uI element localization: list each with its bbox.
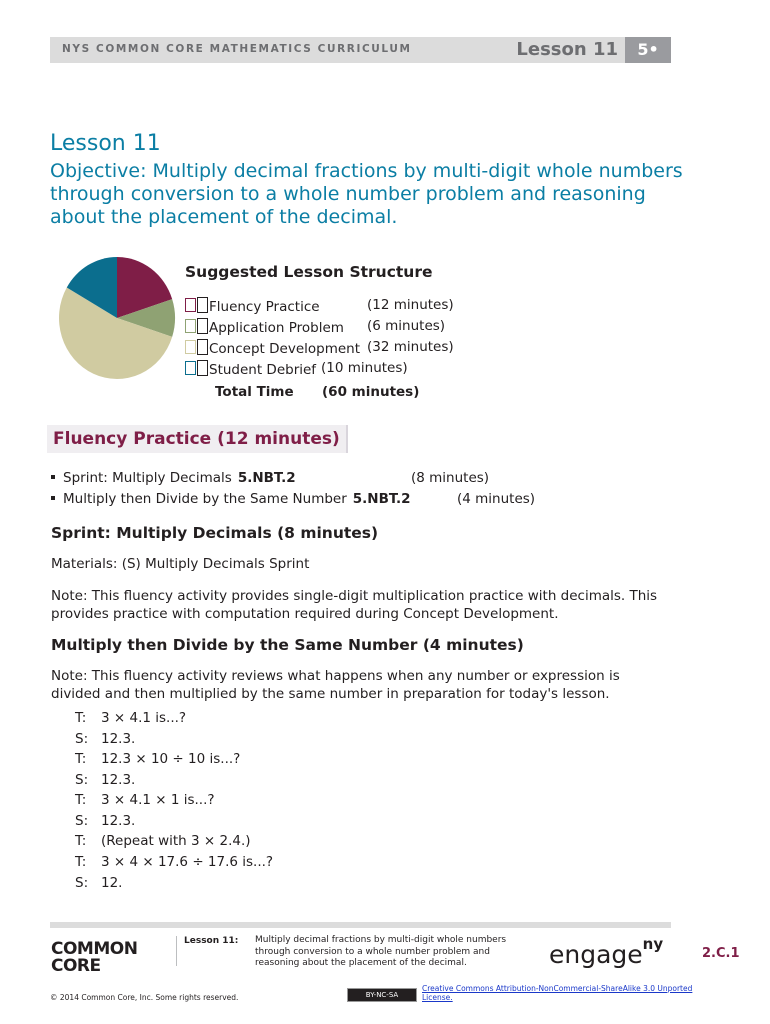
mds-note: Note: This fluency activity reviews what happens when any number or expression is divided and then multiplied by the same number in preparation for today's lesson. [51, 668, 620, 702]
debrief-marker-icon [185, 361, 196, 375]
structure-row-application [185, 318, 446, 336]
total-label: Total Time [215, 384, 294, 400]
structure-label: Application Problem [209, 320, 344, 336]
dialog-line [75, 751, 240, 767]
cc-badge-text: BY-NC-SA [365, 991, 399, 999]
structure-label: Student Debrief [209, 362, 317, 378]
fluency-bullet [51, 491, 536, 507]
bullet-icon [51, 496, 55, 500]
page-code: 2.C.1 [702, 946, 740, 961]
sprint-heading: Sprint: Multiply Decimals (8 minutes) [51, 524, 379, 542]
checkbox-icon [197, 339, 208, 355]
total-minutes: (60 minutes) [322, 384, 420, 400]
structure-label: Fluency Practice [209, 299, 320, 315]
dialog-text: 12. [101, 875, 123, 891]
structure-label: Concept Development [209, 341, 361, 357]
bullet-standard: 5.NBT.2 [237, 470, 296, 486]
dialog-line [75, 833, 251, 849]
objective: Objective: Multiply decimal fractions by multi-digit whole numbers through conversion to a whole number problem and reasoning about the placement of the decimal. [50, 160, 683, 228]
lesson-structure-pie [57, 256, 177, 381]
total-time [215, 384, 420, 400]
dialog-line [75, 792, 215, 808]
speaker: S: [75, 772, 89, 788]
structure-title: Suggested Lesson Structure [185, 263, 433, 281]
structure-minutes: (12 minutes) [367, 297, 454, 313]
ny-text: ny [642, 935, 664, 953]
checkbox-icon [197, 318, 208, 334]
curriculum-label: NYS COMMON CORE MATHEMATICS CURRICULUM [62, 43, 412, 55]
structure-minutes: (6 minutes) [367, 318, 446, 334]
concept-marker-icon [185, 340, 196, 354]
logo-line: COMMON [51, 939, 138, 959]
speaker: T: [75, 710, 87, 726]
license-link[interactable]: Creative Commons Attribution-NonCommercial-ShareAlike 3.0 Unported License. [422, 984, 693, 1002]
copyright: © 2014 Common Core, Inc. Some rights reserved. [50, 993, 239, 1002]
dialog-text: 12.3. [101, 731, 136, 747]
speaker: S: [75, 731, 89, 747]
header-lesson: Lesson 11 [516, 39, 618, 60]
structure-minutes: (10 minutes) [321, 360, 408, 376]
speaker: T: [75, 833, 87, 849]
footer-rule [50, 922, 671, 928]
common-core-logo [51, 941, 137, 975]
dialog-line [75, 813, 135, 829]
dialog-line [75, 710, 186, 726]
bullet-minutes: (8 minutes) [411, 470, 490, 486]
structure-row-fluency [185, 297, 454, 315]
dialog-text: 3 × 4 × 17.6 ÷ 17.6 is...? [101, 854, 274, 870]
dialog-text: 3 × 4.1 is...? [101, 710, 187, 726]
footer-description: Multiply decimal fractions by multi-digit whole numbers through conversion to a whole number problem and reasoning about the placement of the decimal. [255, 935, 507, 968]
dialog-text: 12.3. [101, 772, 136, 788]
fluency-bullet [51, 470, 490, 486]
sprint-materials: Materials: (S) Multiply Decimals Sprint [51, 556, 310, 572]
application-marker-icon [185, 319, 196, 333]
page-header [50, 37, 671, 63]
checkbox-icon [197, 360, 208, 376]
speaker: T: [75, 854, 87, 870]
engage-text: engage [549, 940, 643, 969]
cc-license-icon[interactable] [347, 988, 417, 1002]
bullet-minutes: (4 minutes) [457, 491, 536, 507]
bullet-icon [51, 475, 55, 479]
bullet-text: Multiply then Divide by the Same Number [63, 491, 347, 507]
speaker: S: [75, 813, 89, 829]
dialog-line [75, 731, 135, 747]
dialog-text: 12.3 × 10 ÷ 10 is...? [101, 751, 241, 767]
lesson-title: Lesson 11 [50, 131, 161, 156]
footer-lesson-label: Lesson 11: [184, 936, 239, 946]
dialog-text: 12.3. [101, 813, 136, 829]
fluency-marker-icon [185, 298, 196, 312]
dialog-text: (Repeat with 3 × 2.4.) [101, 833, 251, 849]
fluency-heading: Fluency Practice (12 minutes) [47, 425, 348, 453]
structure-row-concept [185, 339, 454, 357]
checkbox-icon [197, 297, 208, 313]
bullet-text: Sprint: Multiply Decimals [63, 470, 232, 486]
sprint-note: Note: This fluency activity provides single-digit multiplication practice with decimals. This provides practice with computation required during Concept Development. [51, 588, 658, 622]
grade-badge: 5• [625, 37, 671, 63]
speaker: T: [75, 792, 87, 808]
speaker: S: [75, 875, 89, 891]
dialog-line [75, 772, 135, 788]
structure-minutes: (32 minutes) [367, 339, 454, 355]
bullet-standard: 5.NBT.2 [352, 491, 411, 507]
dialog-line [75, 854, 273, 870]
dialog-text: 3 × 4.1 × 1 is...? [101, 792, 215, 808]
engageny-logo [549, 935, 664, 969]
mds-heading: Multiply then Divide by the Same Number (4 minutes) [51, 636, 524, 654]
speaker: T: [75, 751, 87, 767]
footer-divider [176, 936, 177, 966]
logo-line: CORE [51, 956, 101, 976]
structure-row-debrief [185, 360, 408, 378]
dialog-line [75, 875, 122, 891]
